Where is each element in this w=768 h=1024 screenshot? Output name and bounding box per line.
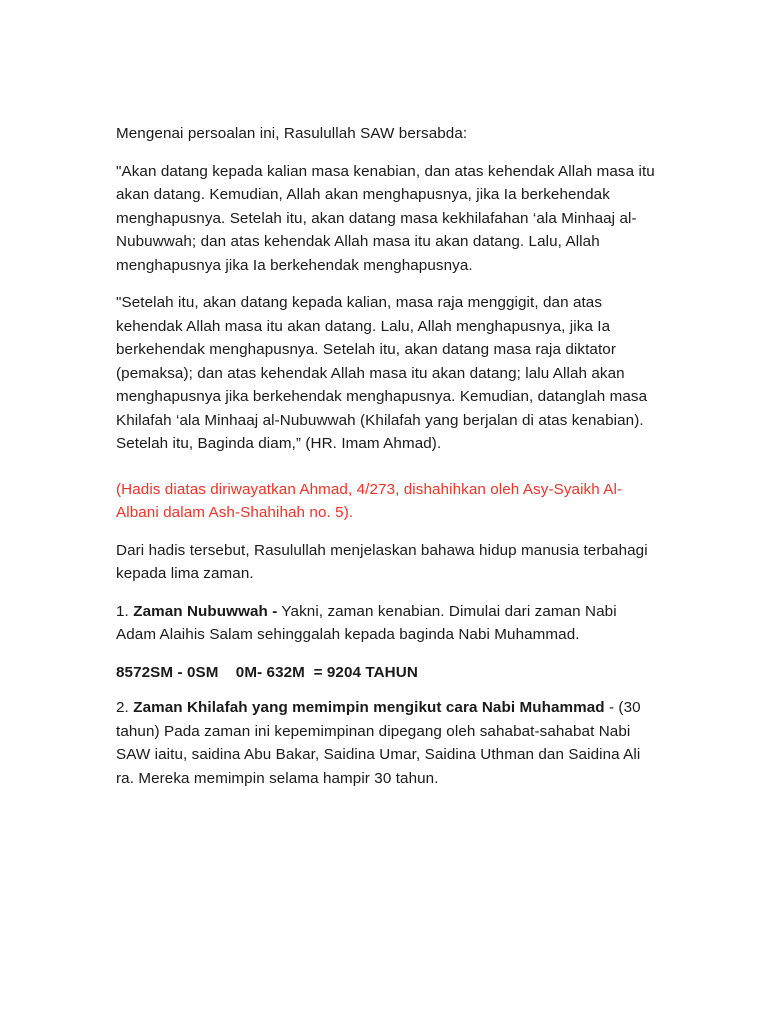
hadith-quote-part-1: "Akan datang kepada kalian masa kenabian, dan atas kehendak Allah masa itu akan datang. Kemudian, Allah akan menghapusnya, jika Ia berkehendak menghapusnya. Setelah itu, akan datang masa kekhilafahan ‘ala Minhaaj al-Nubuwwah; dan atas kehendak Allah masa itu akan datang. Lalu, Allah menghapusnya jika Ia berkehendak menghapusnya. bbox=[116, 162, 655, 274]
list-item-title: Zaman Khilafah yang memimpin mengikut cara Nabi Muhammad bbox=[133, 699, 605, 716]
list-item-text: - (30 tahun) Pada zaman ini kepemimpinan dipegang oleh sahabat-sahabat Nabi SAW iaitu, saidina Abu Bakar, Saidina Umar, Saidina Uthman dan Saidina Ali ra. Mereka memimpin selama hampir 30 tahun. bbox=[116, 699, 641, 787]
timeline-formula bbox=[116, 661, 656, 685]
timeline-formula-text: 8572SM - 0SM 0M- 632M = 9204 TAHUN bbox=[116, 663, 418, 681]
list-item-title: Zaman Nubuwwah - bbox=[133, 602, 278, 620]
intro-paragraph: Mengenai persoalan ini, Rasulullah SAW bersabda: bbox=[116, 125, 468, 142]
list-item-number: 1. bbox=[116, 602, 134, 620]
summary-paragraph: Dari hadis tersebut, Rasulullah menjelaskan bahawa hidup manusia terbahagi kepada lima zaman. bbox=[116, 541, 648, 582]
list-item-zaman-khilafah bbox=[116, 696, 656, 790]
hadith-quote-part-2: "Setelah itu, akan datang kepada kalian, masa raja menggigit, dan atas kehendak Allah masa itu akan datang. Lalu, Allah menghapusnya, jika Ia berkehendak menghapusnya. Setelah itu, akan datang masa raja diktator (pemaksa); dan atas kehendak Allah masa itu akan datang; lalu Allah akan menghapusnya jika berkehendak menghapusnya. Kemudian, datanglah masa Khilafah ‘ala Minhaaj al-Nubuwwah (Khilafah yang berjalan di atas kenabian). Setelah itu, Baginda diam,” (HR. Imam Ahmad). bbox=[116, 294, 648, 452]
hadith-citation: (Hadis diatas diriwayatkan Ahmad, 4/273, dishahihkan oleh Asy-Syaikh Al-Albani dalam Ash-Shahihah no. 5). bbox=[116, 480, 623, 521]
list-item-number: 2. bbox=[116, 699, 134, 716]
document-body bbox=[116, 122, 656, 804]
list-item-text: Yakni, zaman kenabian. Dimulai dari zaman Nabi Adam Alaihis Salam sehinggalah kepada baginda Nabi Muhammad. bbox=[116, 602, 617, 643]
list-item-zaman-nubuwwah bbox=[116, 600, 656, 647]
